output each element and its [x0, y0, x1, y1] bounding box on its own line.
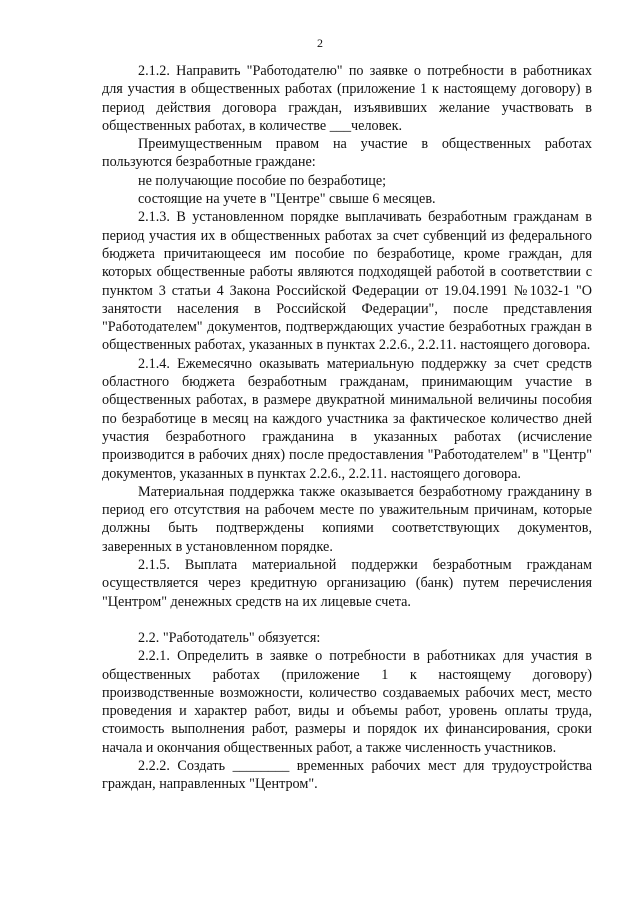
- paragraph-priority-right: Преимущественным правом на участие в общественных работах пользуются безработные граждане:: [102, 136, 592, 171]
- paragraph-no-benefit: не получающие пособие по безработице;: [138, 172, 387, 189]
- paragraph-registered-6-months: состоящие на учете в "Центре" свыше 6 месяцев.: [138, 191, 436, 208]
- paragraph-2-1-5: 2.1.5. Выплата материальной поддержки безработным гражданам осуществляется через кредитную организацию (банк) путем перечисления "Центром" денежных средств на их лицевые счета.: [102, 557, 592, 610]
- section-gap: [102, 611, 592, 629]
- paragraph-2-1-4: 2.1.4. Ежемесячно оказывать материальную поддержку за счет средств областного бюджета безработным гражданам, принимающим участие в общественных работах, в размере двукратной минимальной величины пособия по безработице в месяц на каждого участника за фактическое количество дней участия безработного гражданина в указанных работах (исчисление производится в рабочих днях) после предоставления "Работодателем" в "Центр" документов, указанных в пунктах 2.2.6., 2.2.11. настоящего договора.: [102, 355, 592, 482]
- document-body: [102, 62, 592, 794]
- paragraph-2-1-2: 2.1.2. Направить "Работодателю" по заявке о потребности в работниках для участия в общественных работах (приложение 1 к настоящему договору) в период действия договора граждан, изъявивших желание участвовать в общественных работах, в количестве ___человек.: [102, 63, 592, 134]
- paragraph-2-2-heading: 2.2. "Работодатель" обязуется:: [138, 629, 321, 646]
- paragraph-2-1-3: 2.1.3. В установленном порядке выплачивать безработным гражданам в период участия их в общественных работах за счет субвенций из федерального бюджета причитающееся им пособие по безработице, кроме граждан, для которых общественные работы являются подходящей работой в соответствии с пунктом 3 статьи 4 Закона Российской Федерации от 19.04.1991 №1032-1 "О занятости населения в Российской Федерации", после представления "Работодателем" документов, подтверждающих участие безработных граждан в общественных работах, указанных в пунктах 2.2.6., 2.2.11. настоящего договора.: [102, 209, 592, 354]
- paragraph-2-2-2: 2.2.2. Создать ________ временных рабочих мест для трудоустройства граждан, направленных "Центром".: [102, 757, 592, 793]
- paragraph-2-2-1: 2.2.1. Определить в заявке о потребности в работниках для участия в общественных работах (приложение 1 к настоящему договору) производственные возможности, количество создаваемых рабочих мест, место проведения и характер работ, виды и объемы работ, уровень оплаты труда, стоимость выполнения работ, размеры и порядок их финансирования, сроки начала и окончания общественных работ, а также численность участников.: [102, 648, 592, 756]
- paragraph-material-support: Материальная поддержка также оказывается безработному гражданину в период его отсутствия на рабочем месте по уважительным причинам, которые должны быть подтверждены копиями соответствующих документов, заверенных в установленном порядке.: [102, 483, 592, 555]
- page-number: 2: [317, 36, 323, 50]
